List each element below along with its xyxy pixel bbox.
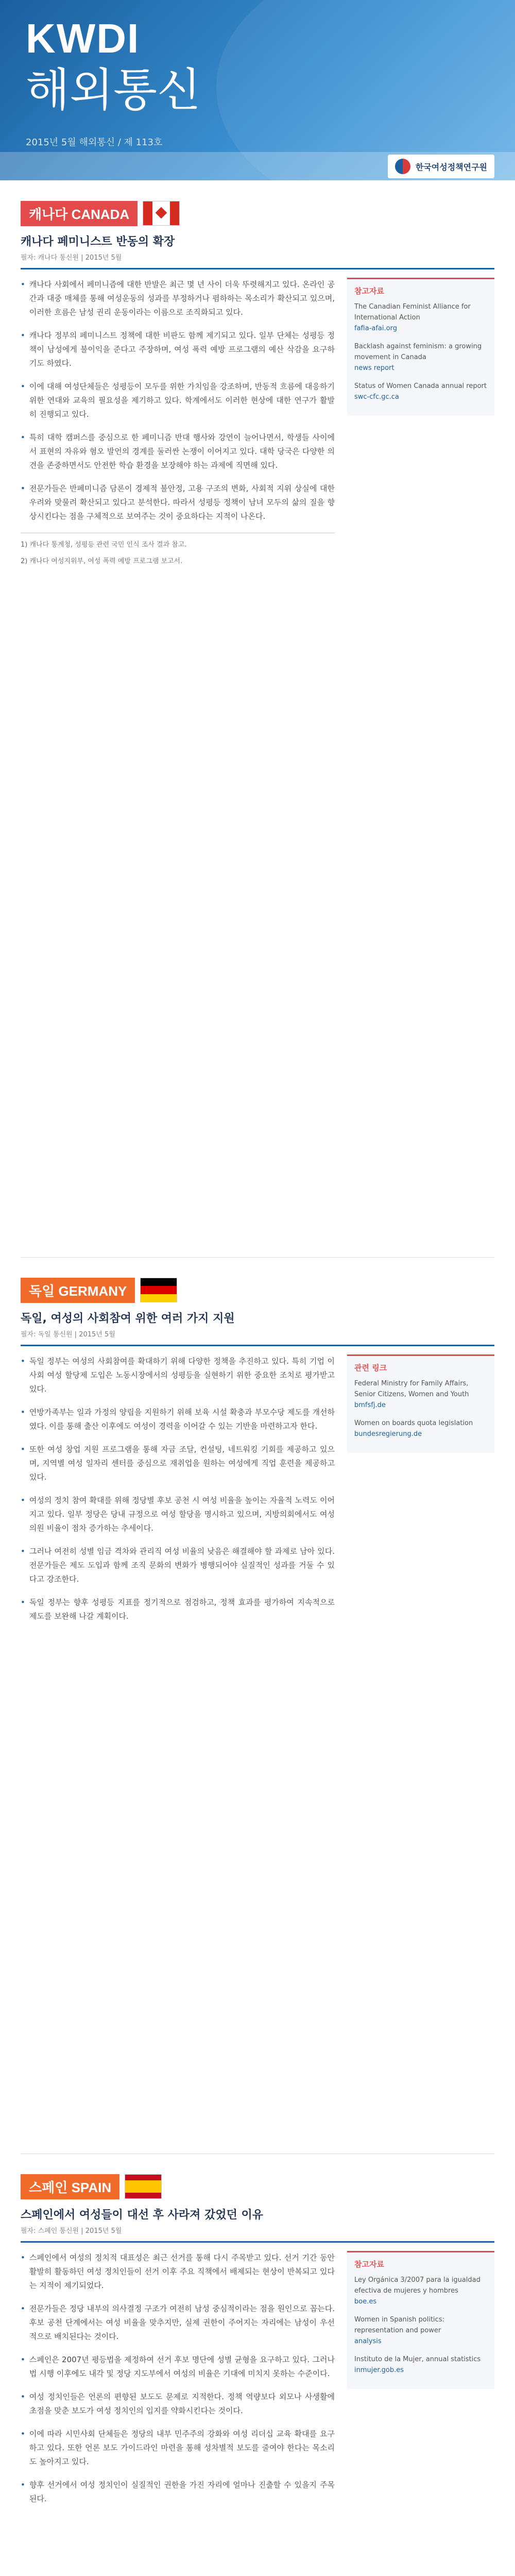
issue-label: 2015년 5월 해외통신 / 제 113호 [26, 137, 163, 148]
masthead-title [26, 15, 201, 116]
masthead [0, 0, 515, 180]
germany-flag-icon [140, 1278, 177, 1302]
reference-link[interactable]: inmujer.gob.es [354, 2366, 404, 2374]
endnote: 1) 캐나다 통계청, 성평등 관련 국민 인식 조사 결과 참고. [21, 541, 187, 549]
reference-text: Backlash against feminism: a growing movement in Canada [354, 343, 482, 361]
article-paragraph: 스페인은 2007년 평등법을 제정하여 선거 후보 명단에 성별 균형을 요구하고 있다. 그러나 법 시행 이후에도 내각 및 정당 지도부에서 여성의 비율은 기대에 미치지 못하는 수준이다. [29, 2355, 335, 2378]
section-spain [21, 2174, 494, 2515]
article-paragraph: 전문가들은 정당 내부의 의사결정 구조가 여전히 남성 중심적이라는 점을 원인으로 꼽는다. 후보 공천 단계에서는 여성 비율을 맞추지만, 실제 권한이 주어지는 자리에는 남성이 우선적으로 배치된다는 것이다. [29, 2304, 335, 2341]
title-ko: 해외통신 [26, 63, 201, 116]
spain-flag-icon [125, 2174, 162, 2199]
article-paragraph: 캐나다 정부의 페미니스트 정책에 대한 비판도 함께 제기되고 있다. 일부 단체는 성평등 정책이 남성에게 불이익을 준다고 주장하며, 여성 폭력 예방 프로그램의 예산 삭감을 요구하기도 하였다. [29, 331, 335, 368]
article-paragraph: 여성의 정치 참여 확대를 위해 정당별 후보 공천 시 여성 비율을 높이는 자율적 노력도 이어지고 있다. 일부 정당은 당내 규정으로 여성 할당을 명시하고 있으며, 지방의회에서도 여성 의원 비율이 점차 증가하는 추세이다. [29, 1496, 335, 1533]
endnote: 2) 캐나다 여성지위부, 여성 폭력 예방 프로그램 보고서. [21, 557, 183, 565]
article-body: • 독일 정부는 여성의 사회참여를 확대하기 위해 다양한 정책을 추진하고 있다. 특히 기업 이사회 여성 할당제 도입은 노동시장에서의 성평등을 실현하기 위한 중요한 조치로 평가받고 있다. • 연방가족부는 일과 가정의 양립을 지원하기 위해 보육 시설 확충과 부모수당 제도를 개선하였다. 이를 통해 출산 이후에도 여성이 경력을 이어갈 수 있는 기반을 마련하고자 한다. • 또한 여성 창업 지원 프로그램을 통해 자금 조달, 컨설팅, 네트워킹 기회를 제공하고 있으며, 지역별 여성 일자리 센터를 중심으로 재취업을 원하는 여성에게 직업 훈련을 제공하고 있다. • 여성의 정치 참여 확대를 위해 정당별 후보 공천 시 여성 비율을 높이는 자율적 노력도 이어지고 있다. 일부 정당은 당내 규정으로 여성 할당을 명시하고 있으며, 지방의회에서도 여성 의원 비율이 점차 증가하는 추세이다. • 그러나 여전히 성별 임금 격차와 관리직 여성 비율의 낮음은 해결해야 할 과제로 남아 있다. 전문가들은 제도 도입과 함께 조직 문화의 변화가 병행되어야 실질적인 성과를 거둘 수 있다고 강조한다. • 독일 정부는 향후 성평등 지표를 정기적으로 점검하고, 정책 효과를 평가하여 지속적으로 제도를 보완해 나갈 계획이다. [21, 1354, 335, 1633]
article-rule [21, 2241, 494, 2243]
reference-link[interactable]: bmfsfj.de [354, 1401, 386, 1409]
sidebar-title: 관련 링크 [354, 1363, 387, 1372]
article-rule [21, 1345, 494, 1346]
article-paragraph: 그러나 여전히 성별 임금 격차와 관리직 여성 비율의 낮음은 해결해야 할 과제로 남아 있다. 전문가들은 제도 도입과 함께 조직 문화의 변화가 병행되어야 실질적인 성과를 거둘 수 있다고 강조한다. [29, 1547, 335, 1584]
article-paragraph: 향후 선거에서 여성 정치인이 실질적인 권한을 가진 자리에 얼마나 진출할 수 있을지 주목된다. [29, 2480, 335, 2503]
sidebar-title: 참고자료 [354, 2260, 384, 2269]
article-headline: 캐나다 페미니스트 반동의 확장 [21, 235, 175, 248]
reference-text: Women in Spanish politics: representation and power [354, 2316, 444, 2334]
title-en: KWDI [26, 15, 140, 61]
org-name: 한국여성정책연구원 [415, 162, 487, 172]
article-paragraph: 독일 정부는 향후 성평등 지표를 정기적으로 점검하고, 정책 효과를 평가하여 지속적으로 제도를 보완해 나갈 계획이다. [29, 1598, 335, 1621]
canada-flag-icon [143, 201, 180, 226]
article-meta: 필자: 스페인 통신원 | 2015년 5월 [21, 2227, 122, 2235]
org-emblem-icon [395, 159, 410, 174]
reference-link[interactable]: swc-cfc.gc.ca [354, 393, 399, 401]
reference-text: Status of Women Canada annual report [354, 382, 487, 390]
reference-link[interactable]: news report [354, 364, 394, 372]
article-body: • 캐나다 사회에서 페미니즘에 대한 반발은 최근 몇 년 사이 더욱 뚜렷해지고 있다. 온라인 공간과 대중 매체를 통해 여성운동의 성과를 부정하거나 폄하하는 목소리가 확산되고 있으며, 이러한 흐름은 남성 권리 운동이라는 이름으로 조직화되고 있다. • 캐나다 정부의 페미니스트 정책에 대한 비판도 함께 제기되고 있다. 일부 단체는 성평등 정책이 남성에게 불이익을 준다고 주장하며, 여성 폭력 예방 프로그램의 예산 삭감을 요구하기도 하였다. • 이에 대해 여성단체들은 성평등이 모두를 위한 가치임을 강조하며, 반동적 흐름에 대응하기 위한 연대와 교육의 필요성을 제기하고 있다. 학계에서도 이러한 현상에 대한 연구가 활발히 진행되고 있다. • 특히 대학 캠퍼스를 중심으로 한 페미니즘 반대 행사와 강연이 늘어나면서, 학생들 사이에서 표현의 자유와 혐오 발언의 경계를 둘러싼 논쟁이 이어지고 있다. 대학 당국은 다양한 의견을 존중하면서도 안전한 학습 환경을 보장해야 하는 과제에 직면해 있다. • 전문가들은 반페미니즘 담론이 경제적 불안정, 고용 구조의 변화, 사회적 지위 상실에 대한 우려와 맞물려 확산되고 있다고 분석한다. 따라서 성평등 정책이 남녀 모두의 삶의 질을 향상시킨다는 점을 구체적으로 보여주는 것이 중요하다는 지적이 나온다. 1) 캐나다 통계청, 성평등 관련 국민 인식 조사 결과 참고. 2) 캐나다 여성지위부, 여성 폭력 예방 프로그램 보고서. [21, 278, 335, 572]
sidebar-references [347, 278, 494, 416]
article-paragraph: 이에 대해 여성단체들은 성평등이 모두를 위한 가치임을 강조하며, 반동적 흐름에 대응하기 위한 연대와 교육의 필요성을 제기하고 있다. 학계에서도 이러한 현상에 대한 연구가 활발히 진행되고 있다. [29, 382, 335, 419]
sidebar-title: 참고자료 [354, 286, 384, 296]
article-meta: 필자: 독일 통신원 | 2015년 5월 [21, 1331, 115, 1338]
sidebar-references [347, 2251, 494, 2389]
section-divider [21, 1257, 494, 1258]
article-paragraph: 이에 따라 시민사회 단체들은 정당의 내부 민주주의 강화와 여성 리더십 교육 확대를 요구하고 있다. 또한 언론 보도 가이드라인 마련을 통해 성차별적 보도를 줄여야 한다는 목소리도 높아지고 있다. [29, 2429, 335, 2466]
reference-text: Women on boards quota legislation [354, 1419, 473, 1427]
article-paragraph: 스페인에서 여성의 정치적 대표성은 최근 선거를 통해 다시 주목받고 있다. 선거 기간 동안 활발히 활동하던 여성 정치인들이 선거 이후 주요 직책에서 배제되는 현상이 반복되고 있다는 지적이 제기되었다. [29, 2253, 335, 2290]
reference-text: Instituto de la Mujer, annual statistics [354, 2355, 481, 2363]
reference-link[interactable]: bundesregierung.de [354, 1430, 422, 1438]
article-body: • 스페인에서 여성의 정치적 대표성은 최근 선거를 통해 다시 주목받고 있다. 선거 기간 동안 활발히 활동하던 여성 정치인들이 선거 이후 주요 직책에서 배제되는 현상이 반복되고 있다는 지적이 제기되었다. • 전문가들은 정당 내부의 의사결정 구조가 여전히 남성 중심적이라는 점을 원인으로 꼽는다. 후보 공천 단계에서는 여성 비율을 맞추지만, 실제 권한이 주어지는 자리에는 남성이 우선적으로 배치된다는 것이다. • 스페인은 2007년 평등법을 제정하여 선거 후보 명단에 성별 균형을 요구하고 있다. 그러나 법 시행 이후에도 내각 및 정당 지도부에서 여성의 비율은 기대에 미치지 못하는 수준이다. • 여성 정치인들은 언론의 편향된 보도도 문제로 지적한다. 정책 역량보다 외모나 사생활에 초점을 맞춘 보도가 여성 정치인의 입지를 약화시킨다는 것이다. • 이에 따라 시민사회 단체들은 정당의 내부 민주주의 강화와 여성 리더십 교육 확대를 요구하고 있다. 또한 언론 보도 가이드라인 마련을 통해 성차별적 보도를 줄여야 한다는 목소리도 높아지고 있다. • 향후 선거에서 여성 정치인이 실질적인 권한을 가진 자리에 얼마나 진출할 수 있을지 주목된다. [21, 2251, 335, 2515]
reference-text: Federal Ministry for Family Affairs, Senior Citizens, Women and Youth [354, 1380, 469, 1398]
country-tag: 독일 GERMANY [21, 1278, 135, 1303]
reference-link[interactable]: fafia-afai.org [354, 325, 397, 332]
section-germany-1 [21, 1278, 494, 1633]
section-canada [21, 201, 494, 572]
article-paragraph: 또한 여성 창업 지원 프로그램을 통해 자금 조달, 컨설팅, 네트워킹 기회를 제공하고 있으며, 지역별 여성 일자리 센터를 중심으로 재취업을 원하는 여성에게 직업 훈련을 제공하고 있다. [29, 1445, 335, 1482]
article-meta: 필자: 캐나다 통신원 | 2015년 5월 [21, 254, 122, 262]
article-paragraph: 캐나다 사회에서 페미니즘에 대한 반발은 최근 몇 년 사이 더욱 뚜렷해지고 있다. 온라인 공간과 대중 매체를 통해 여성운동의 성과를 부정하거나 폄하하는 목소리가 확산되고 있으며, 이러한 흐름은 남성 권리 운동이라는 이름으로 조직화되고 있다. [29, 280, 335, 317]
article-paragraph: 독일 정부는 여성의 사회참여를 확대하기 위해 다양한 정책을 추진하고 있다. 특히 기업 이사회 여성 할당제 도입은 노동시장에서의 성평등을 실현하기 위한 중요한 조치로 평가받고 있다. [29, 1357, 335, 1394]
reference-link[interactable]: boe.es [354, 2298, 377, 2306]
reference-text: The Canadian Feminist Alliance for International Action [354, 303, 471, 321]
reference-link[interactable]: analysis [354, 2337, 382, 2345]
article-headline: 독일, 여성의 사회참여 위한 여러 가지 지원 [21, 1312, 235, 1325]
article-paragraph: 연방가족부는 일과 가정의 양립을 지원하기 위해 보육 시설 확충과 부모수당 제도를 개선하였다. 이를 통해 출산 이후에도 여성이 경력을 이어갈 수 있는 기반을 마련하고자 한다. [29, 1408, 335, 1431]
endnotes [21, 533, 335, 567]
sidebar-references [347, 1354, 494, 1453]
article-rule [21, 268, 494, 269]
article-paragraph: 전문가들은 반페미니즘 담론이 경제적 불안정, 고용 구조의 변화, 사회적 지위 상실에 대한 우려와 맞물려 확산되고 있다고 분석한다. 따라서 성평등 정책이 남녀 모두의 삶의 질을 향상시킨다는 점을 구체적으로 보여주는 것이 중요하다는 지적이 나온다. [29, 484, 335, 521]
reference-text: Ley Orgánica 3/2007 para la igualdad efectiva de mujeres y hombres [354, 2276, 480, 2295]
org-logo [388, 155, 494, 178]
article-paragraph: 여성 정치인들은 언론의 편향된 보도도 문제로 지적한다. 정책 역량보다 외모나 사생활에 초점을 맞춘 보도가 여성 정치인의 입지를 약화시킨다는 것이다. [29, 2392, 335, 2415]
country-tag: 캐나다 CANADA [21, 201, 138, 226]
country-tag: 스페인 SPAIN [21, 2174, 119, 2199]
article-paragraph: 특히 대학 캠퍼스를 중심으로 한 페미니즘 반대 행사와 강연이 늘어나면서, 학생들 사이에서 표현의 자유와 혐오 발언의 경계를 둘러싼 논쟁이 이어지고 있다. 대학 당국은 다양한 의견을 존중하면서도 안전한 학습 환경을 보장해야 하는 과제에 직면해 있다. [29, 433, 335, 470]
article-headline: 스페인에서 여성들이 대선 후 사라져 갔었던 이유 [21, 2209, 263, 2222]
